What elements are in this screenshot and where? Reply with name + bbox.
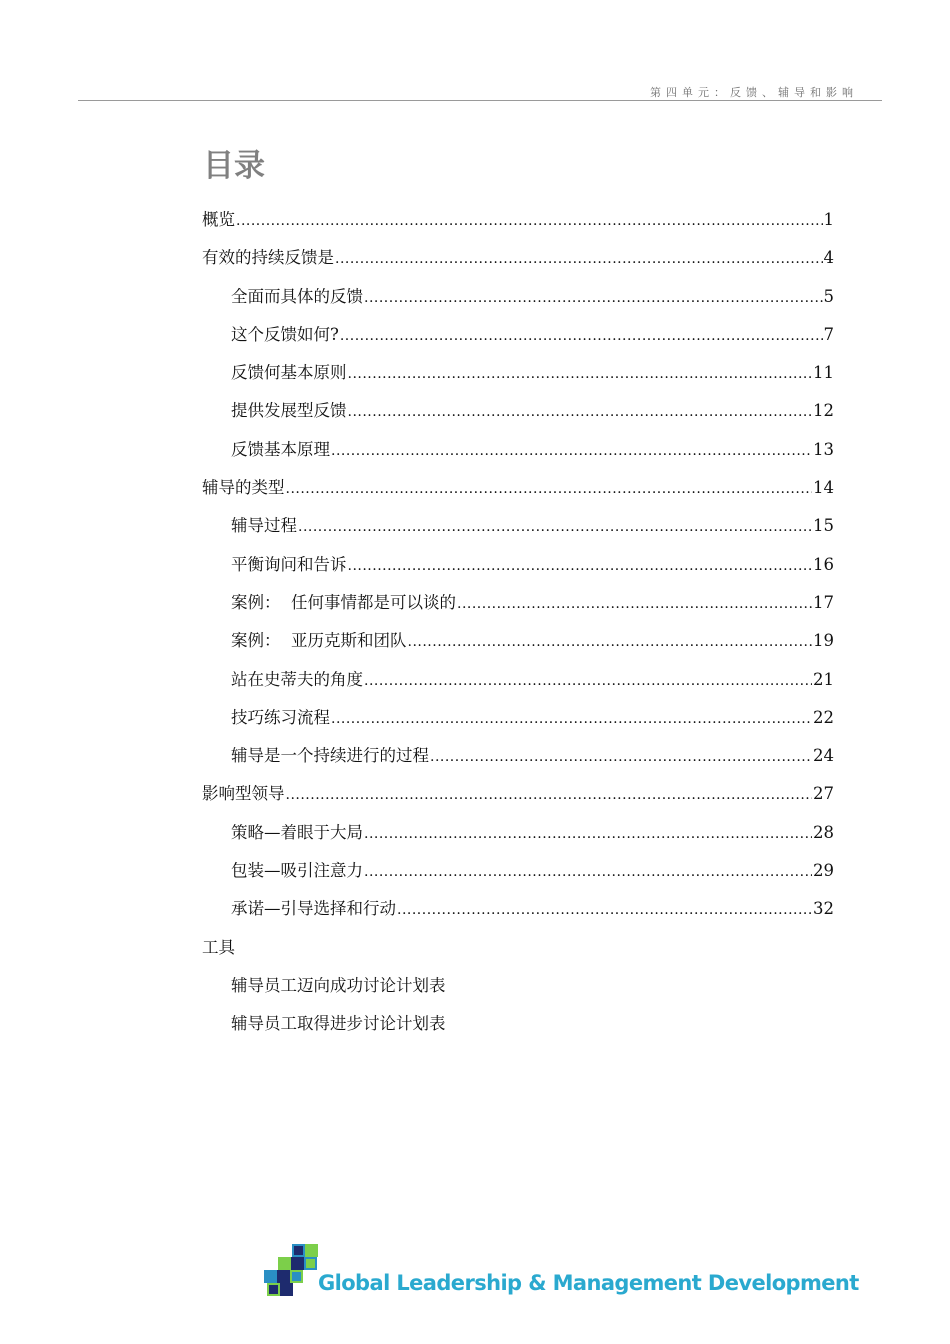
toc-page-number: 28 [813, 822, 834, 842]
toc-page-number: 7 [823, 324, 834, 344]
toc-entry[interactable] [202, 781, 834, 819]
toc-page-number: 11 [813, 363, 834, 383]
toc-leader-dots [286, 782, 813, 808]
toc-leader-dots [364, 668, 812, 694]
toc-leader-dots [457, 591, 812, 617]
toc-entry-title: 概览 [202, 210, 235, 229]
toc-entry-title: 辅导过程 [231, 516, 297, 536]
toc-entry[interactable] [202, 820, 834, 858]
toc-entry[interactable] [202, 858, 834, 896]
toc-leader-dots [348, 553, 813, 579]
toc-entry-title: 有效的持续反馈是 [202, 248, 334, 268]
toc-page-number: 22 [813, 707, 834, 727]
toc-page-number: 5 [823, 286, 834, 306]
toc-page-number: 19 [813, 631, 834, 651]
toc-entry-title: 案例： 亚历克斯和团队 [231, 631, 407, 651]
toc-entry[interactable] [202, 322, 834, 360]
toc-leader-dots [364, 821, 812, 847]
toc-entry-title: 反馈何基本原则 [231, 363, 347, 383]
toc-page-number: 27 [813, 784, 834, 804]
toc-leader-dots [364, 285, 823, 311]
toc-entry-title: 平衡询问和告诉 [231, 554, 347, 574]
toc-entry[interactable] [202, 475, 834, 513]
toc-entry[interactable] [202, 245, 834, 283]
toc-page-number: 13 [813, 439, 834, 459]
toc-entry[interactable] [202, 207, 834, 245]
toc-entry-title: 包装—吸引注意力 [231, 861, 363, 881]
toc-page-number: 14 [813, 478, 834, 498]
toc-leader-dots [397, 897, 812, 923]
toc-entry-title: 这个反馈如何? [231, 324, 339, 344]
toc-entry[interactable] [202, 513, 834, 551]
toc-entry-title: 全面而具体的反馈 [231, 286, 363, 306]
toc-entry[interactable] [202, 590, 834, 628]
toc-leader-dots [364, 859, 812, 885]
toc-entry[interactable] [202, 973, 834, 1011]
toc-entry-title: 辅导的类型 [202, 478, 285, 498]
toc-page-number: 24 [813, 746, 834, 766]
toc-entry-title: 反馈基本原理 [231, 439, 330, 459]
toc-leader-dots [236, 208, 823, 234]
toc-entry[interactable] [202, 360, 834, 398]
toc-leader-dots [348, 399, 813, 425]
toc-leader-dots [348, 361, 813, 387]
toc-entry[interactable] [202, 935, 834, 973]
toc-entry[interactable] [202, 896, 834, 934]
toc-entry-title: 辅导员工取得进步讨论计划表 [231, 1014, 446, 1034]
toc-leader-dots [286, 476, 813, 502]
toc-entry[interactable] [202, 398, 834, 436]
toc-entry-title: 技巧练习流程 [231, 707, 330, 727]
table-of-contents [202, 207, 834, 1050]
toc-entry-title: 案例： 任何事情都是可以谈的 [231, 592, 456, 612]
toc-page-number: 21 [813, 669, 834, 689]
running-header: 第四单元：反馈、辅导和影响 [650, 86, 858, 99]
toc-page-number: 17 [813, 592, 834, 612]
page-title: 目录 [203, 148, 265, 184]
header-rule [78, 100, 882, 101]
logo-text: Global Leadership & Management Development [318, 1271, 859, 1295]
toc-entry[interactable] [202, 667, 834, 705]
toc-entry-title: 辅导员工迈向成功讨论计划表 [231, 975, 446, 995]
toc-entry[interactable] [202, 552, 834, 590]
toc-entry[interactable] [202, 284, 834, 322]
toc-entry-title: 策略—着眼于大局 [231, 822, 363, 842]
toc-page-number: 12 [813, 401, 834, 421]
toc-entry[interactable] [202, 705, 834, 743]
stacked-cubes-logo-icon [264, 1244, 320, 1300]
toc-entry-title: 辅导是一个持续进行的过程 [231, 746, 429, 766]
toc-page-number: 15 [813, 516, 834, 536]
toc-entry[interactable] [202, 437, 834, 475]
toc-entry-title: 承诺—引导选择和行动 [231, 899, 396, 919]
toc-page-number: 32 [813, 899, 834, 919]
toc-page-number: 4 [823, 248, 834, 268]
toc-entry-title: 站在史蒂夫的角度 [231, 669, 363, 689]
toc-entry-title: 影响型领导 [202, 784, 285, 804]
toc-leader-dots [331, 438, 812, 464]
toc-entry-title: 提供发展型反馈 [231, 401, 347, 421]
toc-entry[interactable] [202, 628, 834, 666]
toc-leader-dots [331, 706, 812, 732]
toc-leader-dots [335, 246, 823, 272]
toc-page-number: 1 [823, 210, 834, 229]
toc-entry[interactable] [202, 1011, 834, 1049]
toc-entry[interactable] [202, 743, 834, 781]
toc-page-number: 16 [813, 554, 834, 574]
footer-logo [264, 1244, 859, 1300]
toc-leader-dots [408, 629, 813, 655]
toc-page-number: 29 [813, 861, 834, 881]
toc-leader-dots [430, 744, 812, 770]
toc-entry-title: 工具 [202, 937, 235, 957]
toc-leader-dots [340, 323, 823, 349]
toc-leader-dots [298, 514, 812, 540]
